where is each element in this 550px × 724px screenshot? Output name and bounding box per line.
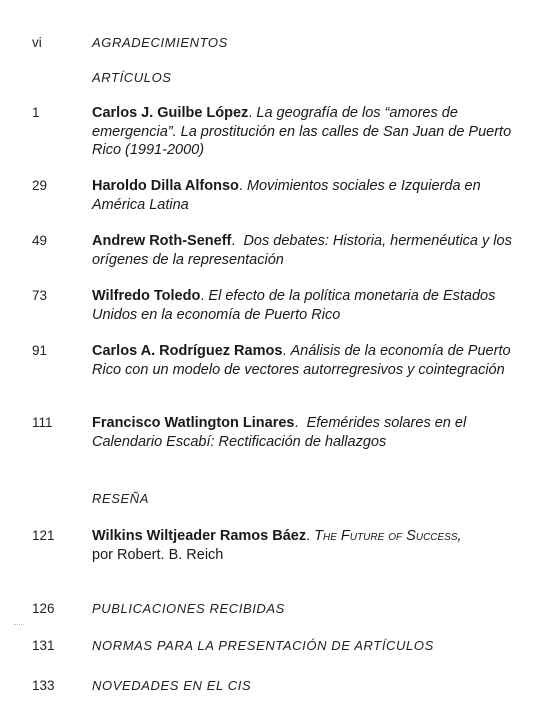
section-heading: NOVEDADES EN EL CIS (92, 678, 252, 693)
article-citation: Carlos A. Rodríguez Ramos. Análisis de la economía de Puerto Rico con un modelo de vectores autorregresivos y cointegración (92, 343, 511, 378)
page-number: 1 (32, 105, 40, 120)
article-title: Análisis de la economía de Puerto Rico con un modelo de vectores autorregresivos y cointegración (92, 343, 511, 378)
article-citation: Francisco Watlington Linares. Efemérides solares en el Calendario Escabí: Rectificación de hallazgos (92, 415, 467, 450)
review-citation: Wilkins Wiltjeader Ramos Báez. The Future of Success, por Robert. B. Reich (92, 528, 462, 563)
section-heading: NORMAS PARA LA PRESENTACIÓN DE ARTÍCULOS (92, 638, 434, 653)
page-number: 133 (32, 678, 55, 693)
page-number: vi (32, 35, 42, 50)
article-citation: Andrew Roth-Seneff. Dos debates: Historia, hermenéutica y los orígenes de la representación (92, 233, 512, 268)
article-author: Francisco Watlington Linares (92, 415, 295, 431)
article-title: El efecto de la política monetaria de Estados Unidos en la economía de Puerto Rico (92, 288, 496, 323)
page-number: 121 (32, 528, 55, 543)
page-number: 29 (32, 178, 48, 193)
section-heading: ARTÍCULOS (92, 70, 172, 85)
page-number: 131 (32, 638, 55, 653)
article-title: La geografía de los “amores de emergencia”. La prostitución en las calles de San Juan de Puerto Rico (1991-2000) (92, 105, 512, 158)
article-title: Dos debates: Historia, hermenéutica y los orígenes de la representación (92, 233, 512, 268)
article-title: Movimientos sociales e Izquierda en América Latina (92, 178, 481, 213)
review-book-title: The Future of Success, (314, 528, 462, 544)
scan-speck (14, 624, 24, 627)
page-number: 49 (32, 233, 48, 248)
article-citation: Carlos J. Guilbe López. La geografía de los “amores de emergencia”. La prostitución en las calles de San Juan de Puerto Rico (1991-2000) (92, 105, 512, 158)
article-citation: Wilfredo Toledo. El efecto de la política monetaria de Estados Unidos en la economía de Puerto Rico (92, 288, 496, 323)
page-number: 126 (32, 601, 55, 616)
section-heading: PUBLICACIONES RECIBIDAS (92, 601, 285, 616)
article-citation: Haroldo Dilla Alfonso. Movimientos sociales e Izquierda en América Latina (92, 178, 481, 213)
section-heading: RESEÑA (92, 491, 150, 506)
article-author: Carlos A. Rodríguez Ramos (92, 343, 283, 359)
article-author: Carlos J. Guilbe López (92, 105, 249, 121)
review-book-author: por Robert. B. Reich (92, 546, 224, 563)
article-author: Wilfredo Toledo (92, 288, 201, 304)
article-author: Haroldo Dilla Alfonso (92, 178, 239, 194)
page-number: 73 (32, 288, 48, 303)
page-number: 91 (32, 343, 48, 358)
article-title: Efemérides solares en el Calendario Escabí: Rectificación de hallazgos (92, 415, 467, 450)
review-author: Wilkins Wiltjeader Ramos Báez (92, 528, 307, 544)
page-number: 111 (32, 415, 53, 430)
article-author: Andrew Roth-Seneff (92, 233, 232, 249)
section-heading: AGRADECIMIENTOS (92, 35, 228, 50)
